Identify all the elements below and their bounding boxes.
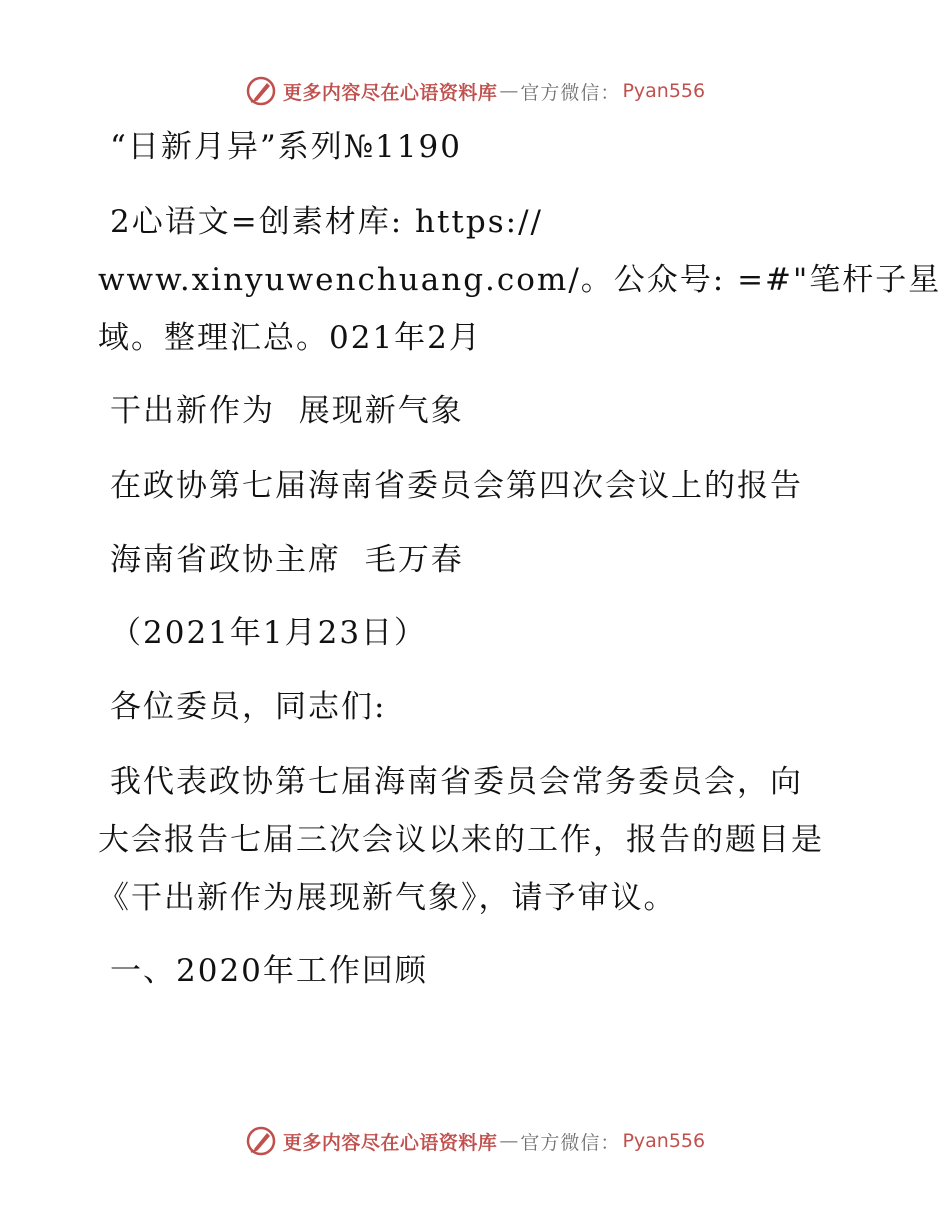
banner-dash: — (499, 80, 519, 102)
footer-watermark-banner (0, 1122, 950, 1160)
document-author: 海南省政协主席 毛万春 (110, 542, 464, 578)
document-subtitle: 在政协第七届海南省委员会第四次会议上的报告 (110, 468, 803, 504)
quill-circle-icon (245, 75, 277, 107)
brand-text: 更多内容尽在心语资料库 (282, 81, 498, 104)
body-line-3: 《干出新作为展现新气象》，请予审议。 (98, 880, 677, 916)
header-watermark-banner (0, 72, 950, 110)
series-line: “日新月异”系列№1190 (110, 129, 462, 165)
source-line-2: www.xinyuwenchuang.com/。公众号: =#"笔杆子星 (98, 262, 942, 298)
document-title: 干出新作为 展现新气象 (110, 393, 464, 429)
wechat-label: 官方微信： (520, 81, 621, 104)
source-line-1: 2心语文=创素材库: https:// (110, 204, 543, 240)
quill-circle-icon (245, 1125, 277, 1157)
body-line-2: 大会报告七届三次会议以来的工作，报告的题目是 (98, 822, 824, 858)
brand-text: 更多内容尽在心语资料库 (282, 1131, 498, 1154)
source-line-3: 域。整理汇总。021年2月 (98, 320, 482, 356)
wechat-id: Pyan556 (622, 80, 706, 102)
salutation: 各位委员，同志们: (110, 689, 387, 725)
section-heading: 一、2020年工作回顾 (110, 953, 428, 989)
banner-dash: — (499, 1130, 519, 1152)
body-line-1: 我代表政协第七届海南省委员会常务委员会，向 (110, 764, 803, 800)
wechat-label: 官方微信： (520, 1131, 621, 1154)
document-date: （2021年1月23日） (110, 615, 428, 651)
wechat-id: Pyan556 (622, 1130, 706, 1152)
